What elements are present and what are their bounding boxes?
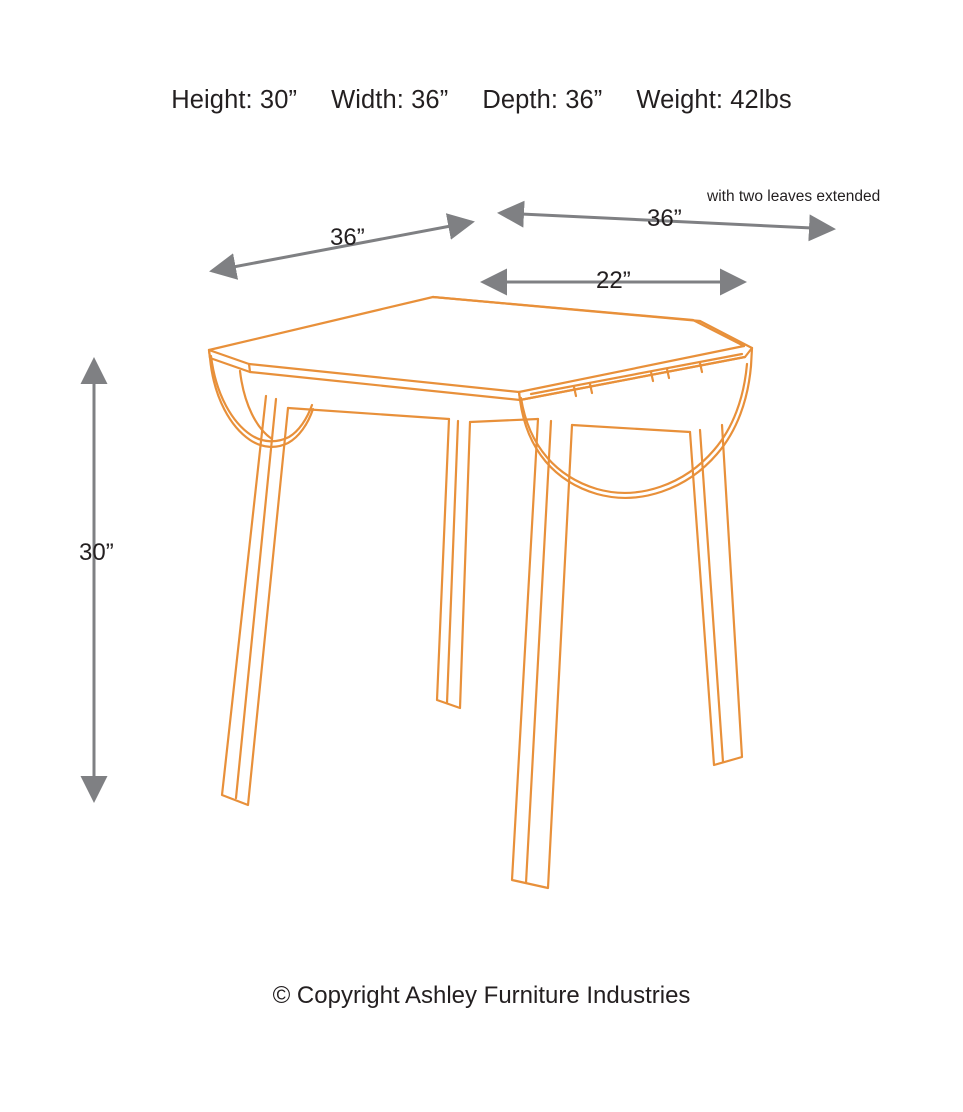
note-leaves-extended: with two leaves extended xyxy=(707,188,881,205)
copyright-text: © Copyright Ashley Furniture Industries xyxy=(272,982,691,1009)
label-depth-36: 36” xyxy=(330,224,365,251)
spec-width: Width: 36” xyxy=(331,86,449,114)
spec-weight: Weight: 42lbs xyxy=(636,86,792,114)
spec-depth: Depth: 36” xyxy=(482,86,603,114)
spec-height: Height: 30” xyxy=(171,86,298,114)
label-top-width-22: 22” xyxy=(596,267,631,294)
label-width-extended-36: 36” xyxy=(647,205,682,232)
label-height-30: 30” xyxy=(79,539,114,566)
